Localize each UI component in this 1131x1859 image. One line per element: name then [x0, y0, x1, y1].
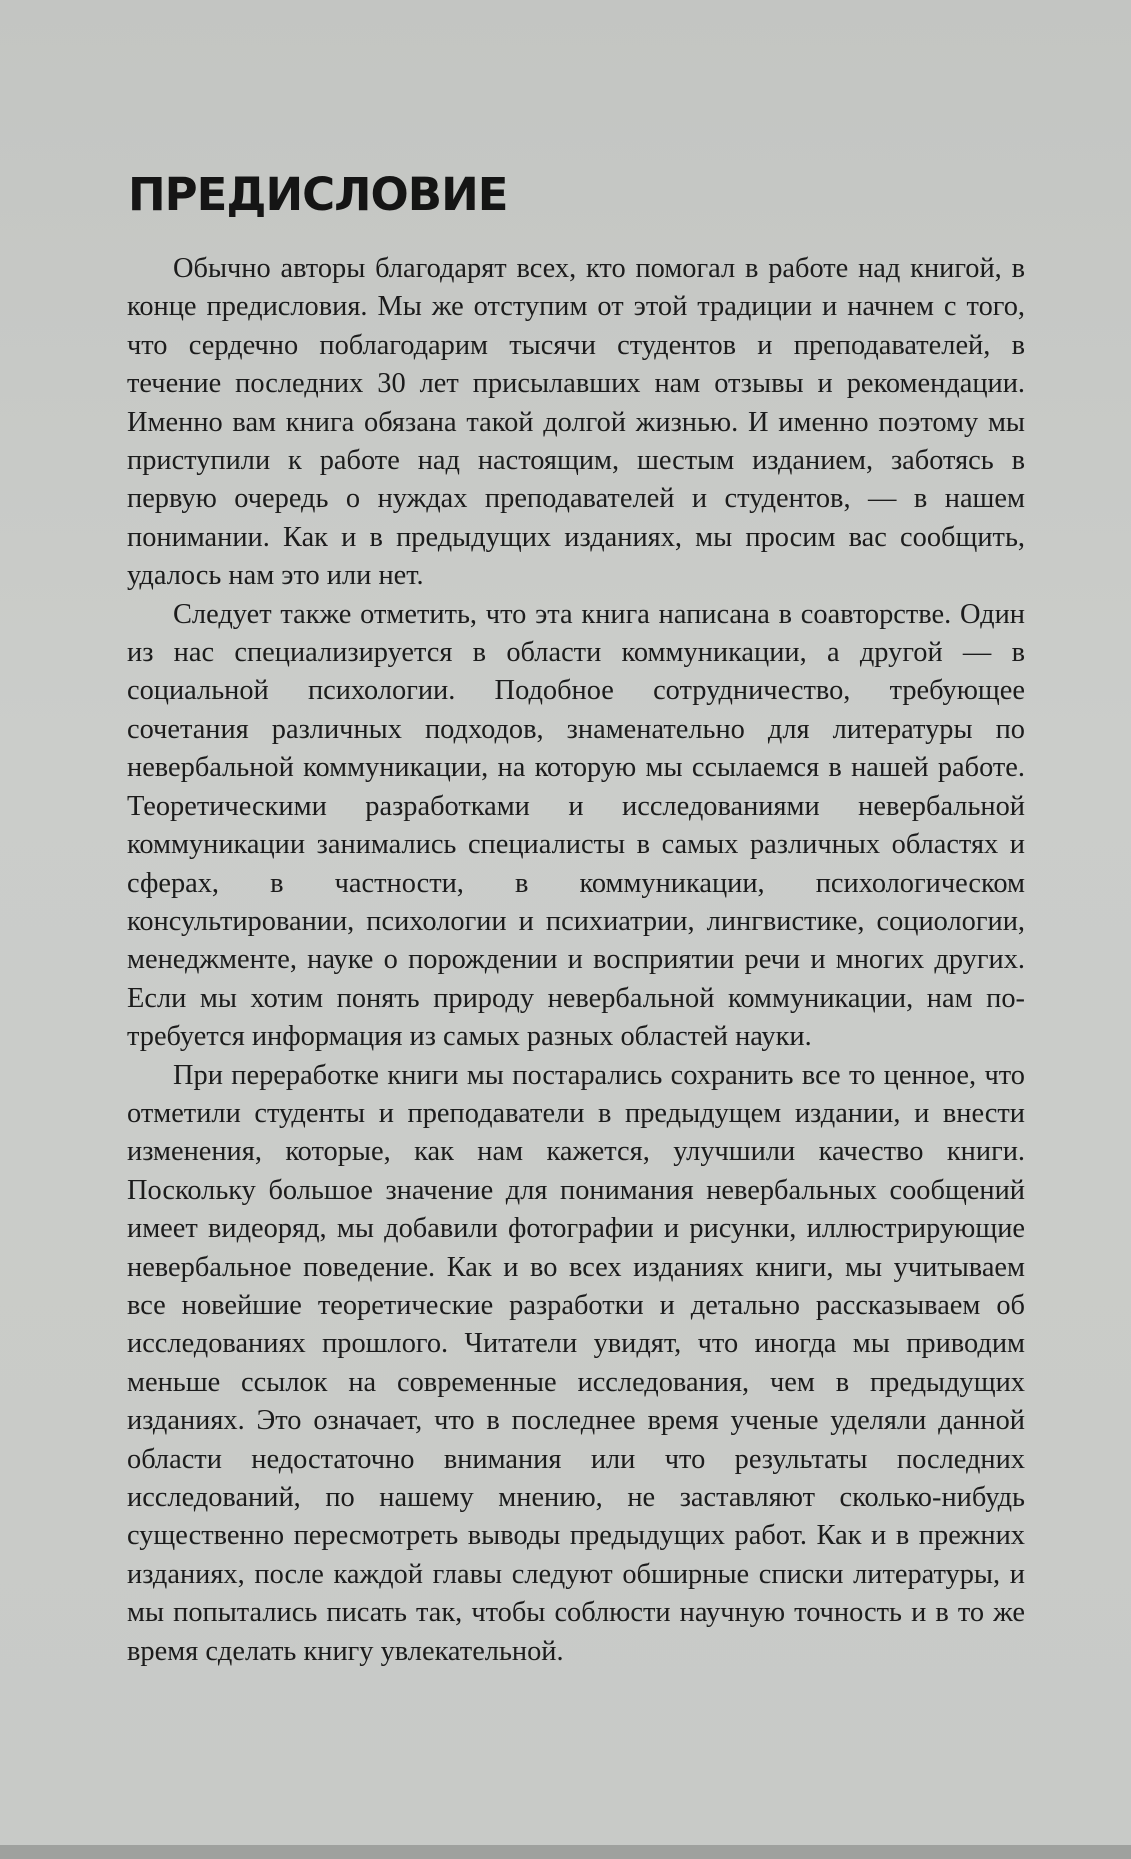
page-bottom-edge — [0, 1845, 1131, 1859]
paragraph-2: Следует также отметить, что эта книга написана в соавторстве. Один из нас специализируется в области коммуникации, а другой — в социальной психологии. Подобное сотрудничество, требующее сочетания различных подходов, знаменательно для литературы по невербальной коммуникации, на которую мы ссылаемся в нашей работе. Теоретическими разработками и исследованиями невербальной коммуникации занимались специалисты в самых различных областях и сферах, в частности, в коммуникации, психологическом консультировании, психологии и психиатрии, лингвистике, социологии, менеджменте, науке о порождении и восприятии речи и многих других. Если мы хотим понять природу невербальной коммуникации, нам потребуется информация из самых разных областей науки. — [127, 598, 1025, 1053]
page-title: ПРЕДИСЛОВИЕ — [128, 168, 508, 221]
body-text — [127, 250, 1025, 1671]
paragraph-3: При переработке книги мы постарались сохранить все то ценное, что отметили студенты и преподаватели в предыдущем издании, и внести изменения, которые, как нам кажется, улучшили качество книги. Поскольку большое значение для понимания невербальных сообщений имеет видеоряд, мы добавили фотографии и рисунки, иллюстрирующие невербальное поведение. Как и во всех изданиях книги, мы учитываем все новейшие теоретические разработки и детально рассказываем об исследованиях прошлого. Читатели увидят, что иногда мы приводим меньше ссылок на современные исследования, чем в предыдущих изданиях. Это означает, что в последнее время ученые уделяли данной области недостаточно внимания или что результаты последних исследований, по нашему мнению, не заставляют сколько-нибудь существенно пересмотреть выводы предыдущих работ. Как и в прежних изданиях, после каждой главы следуют обширные списки литературы, и мы попытались писать так, чтобы соблюсти научную точность и в то же время сделать книгу увлекательной. — [127, 1059, 1025, 1667]
paragraph-1: Обычно авторы благодарят всех, кто помогал в работе над книгой, в конце предисловия. Мы же отступим от этой традиции и начнем с того, что сердечно поблагодарим тысячи студентов и преподавателей, в течение последних 30 лет присылавших нам отзывы и рекомендации. Именно вам книга обязана такой долгой жизнью. И именно поэтому мы приступили к работе над настоящим, шестым изданием, заботясь в первую очередь о нуждах преподавателей и студентов, — в нашем понимании. Как и в предыдущих изданиях, мы просим вас сообщить, удалось нам это или нет. — [127, 253, 1025, 592]
